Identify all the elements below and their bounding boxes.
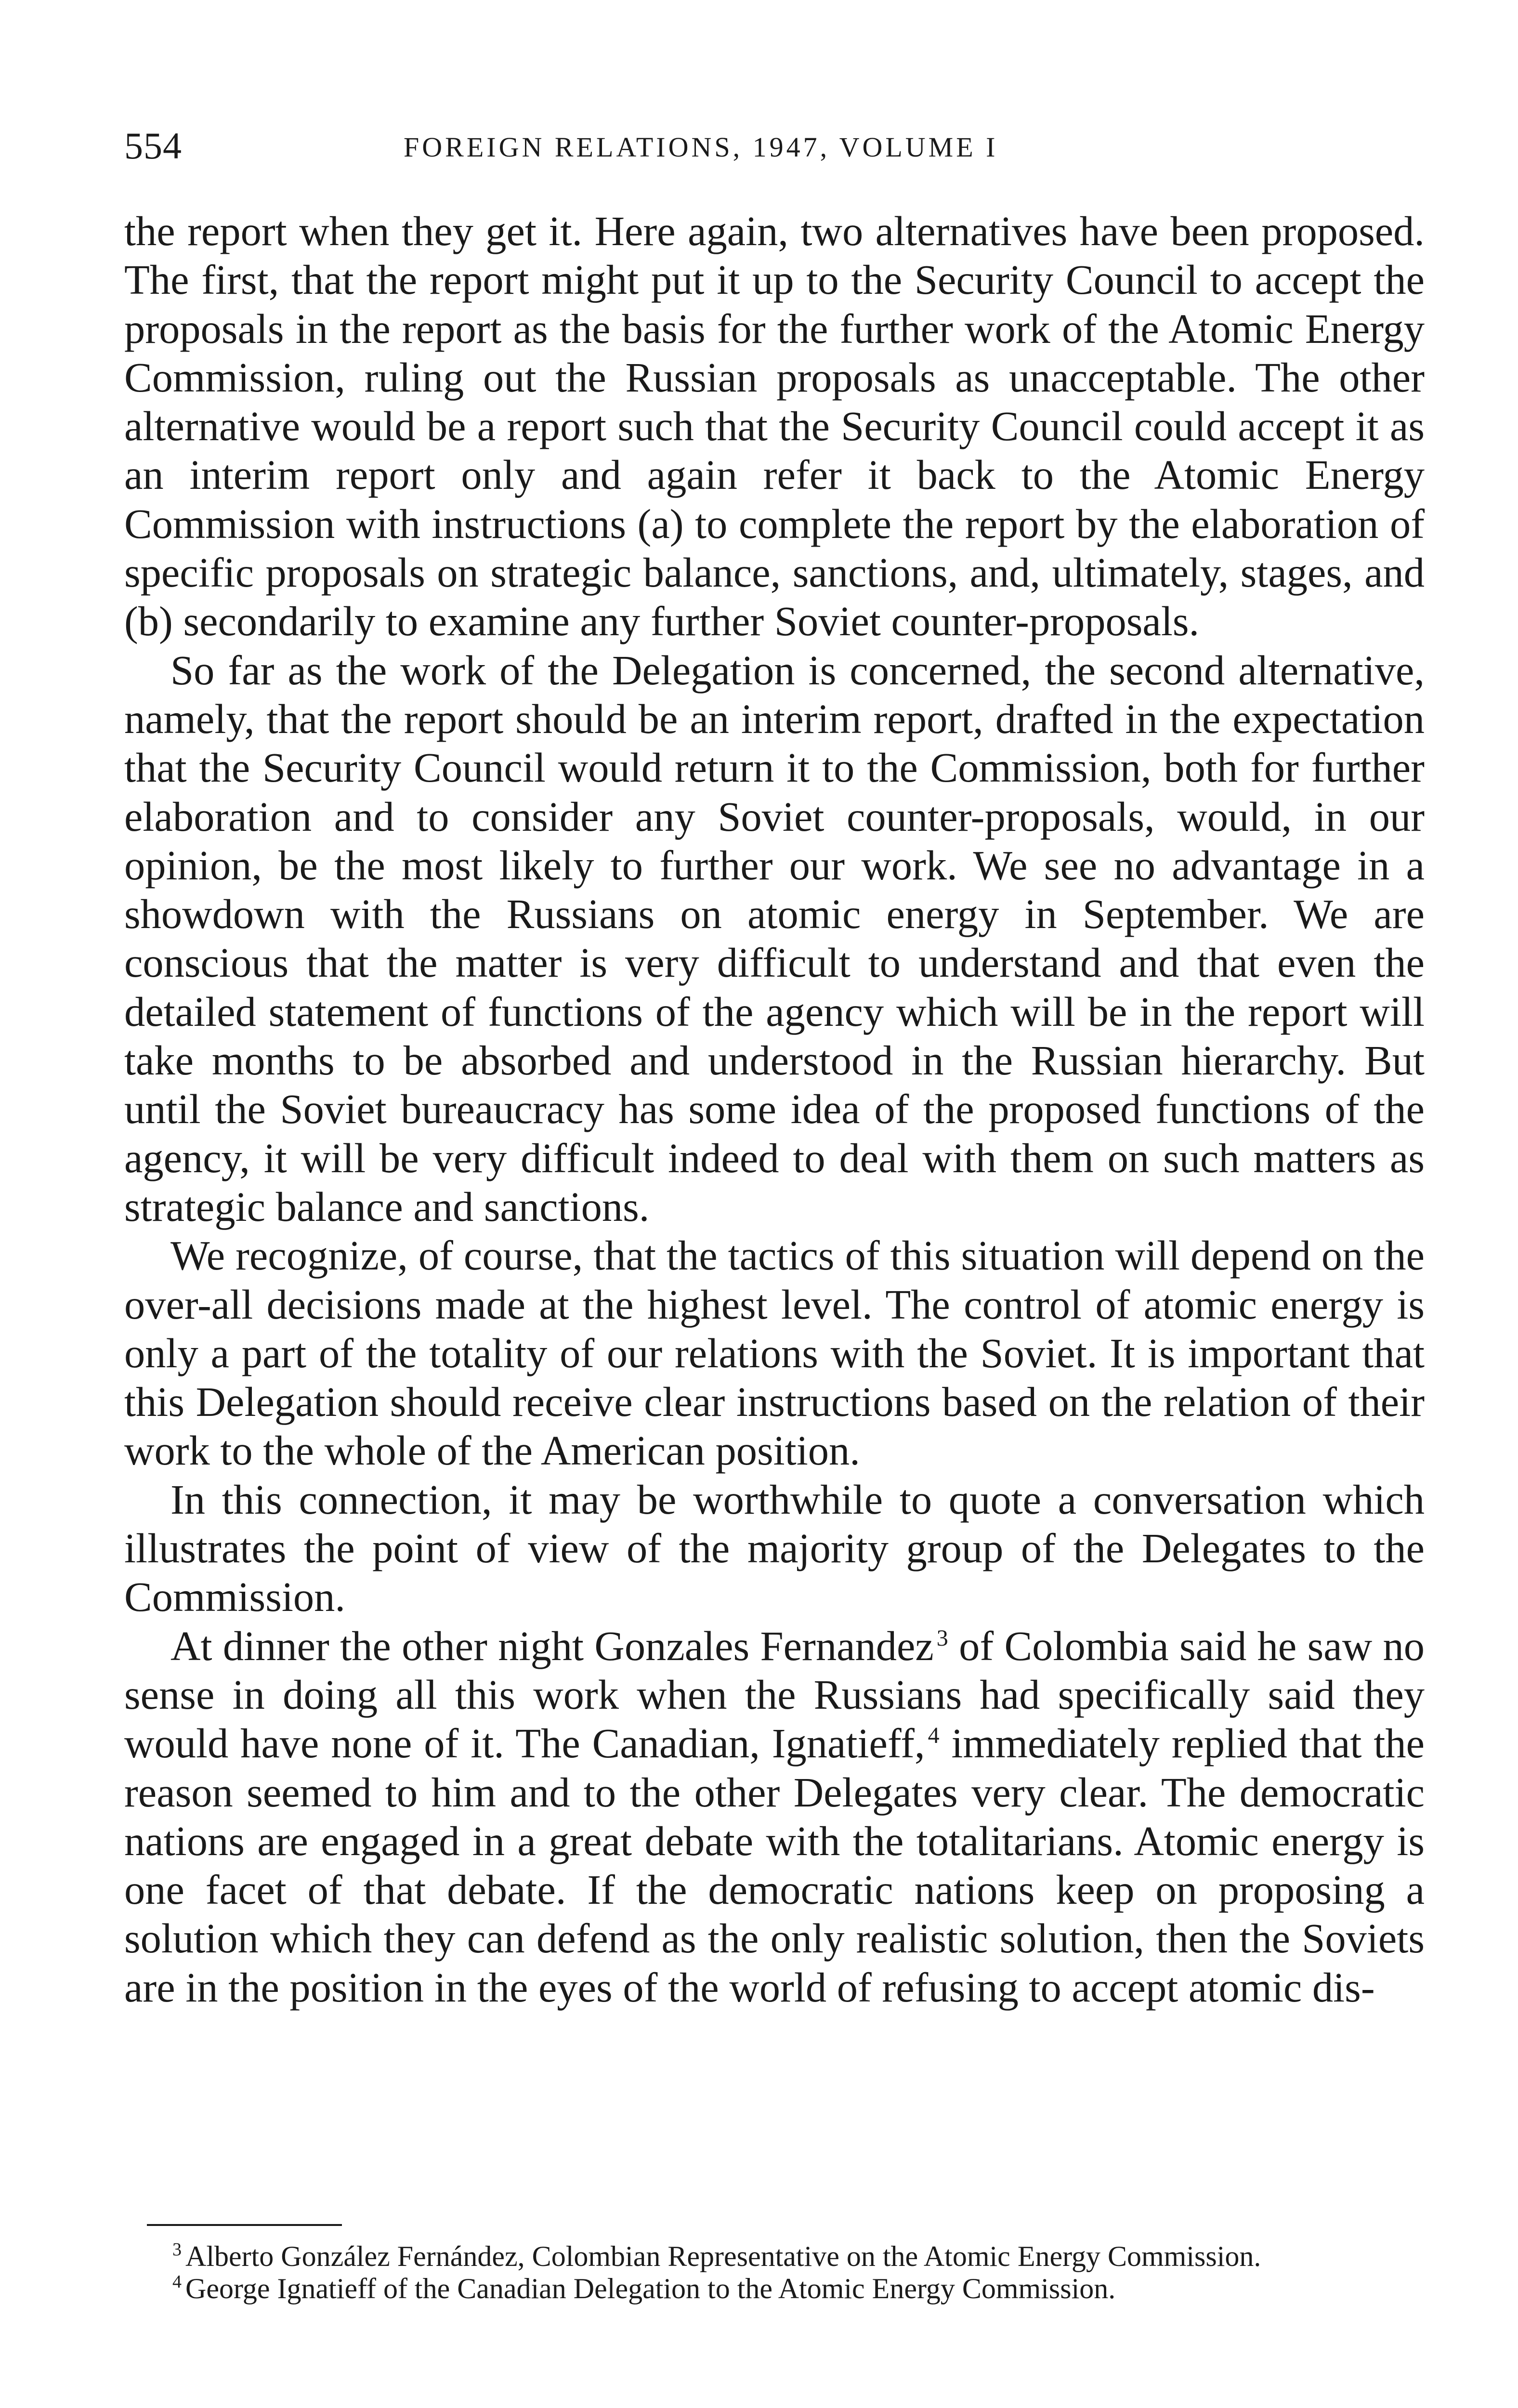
body-text bbox=[124, 207, 1425, 2012]
footnotes bbox=[144, 2240, 1416, 2305]
footnote-marker: 3 bbox=[172, 2239, 182, 2260]
page-number: 554 bbox=[124, 125, 182, 167]
paragraph-1: the report when they get it. Here again, two alternatives have been proposed. The first, that the report might put it up to the Security Council to accept the proposals in the report as the basis for the further work of the Atomic Energy Commission, ruling out the Russian proposals as unacceptable. The other alternative would be a report such that the Security Council could accept it as an interim report only and again refer it back to the Atomic Energy Commission with instructions (a) to complete the report by the elaboration of specific proposals on strategic balance, sanctions, and, ultimately, stages, and (b) secondarily to examine any further Soviet counter-proposals. bbox=[124, 208, 1425, 645]
paragraph-5-part-b: of Colombia said he saw no sense in doing all this work when the Russians had specifically said they would have none of it. The Canadian, Ignatieff, bbox=[124, 1623, 1425, 1767]
paragraph-3: We recognize, of course, that the tactics of this situation will depend on the over-all decisions made at the highest level. The control of atomic energy is only a part of the totality of our relations with the Soviet. It is important that this Delegation should receive clear instructions based on the relation of their work to the whole of the American position. bbox=[124, 1232, 1425, 1474]
paragraph-5-part-c: immediately replied that the reason seemed to him and to the other Delegates very clear. The democratic nations are engaged in a great debate with the totalitarians. Atomic energy is one facet of that debate. If the democratic nations keep on proposing a solution which they can defend as the only realistic solution, then the Soviets are in the position in the eyes of the world of refusing to accept atomic dis- bbox=[124, 1720, 1425, 2011]
running-head: FOREIGN RELATIONS, 1947, VOLUME I bbox=[404, 131, 998, 163]
footnote-divider bbox=[147, 2224, 342, 2226]
footnote-ref-3: 3 bbox=[936, 1625, 948, 1651]
page-header bbox=[124, 124, 1425, 168]
footnote-marker: 4 bbox=[172, 2272, 182, 2292]
footnote-4 bbox=[144, 2273, 1416, 2305]
paragraph-4: In this connection, it may be worthwhile to quote a conversation which illustrates the point of view of the majority group of the Delegates to the Commission. bbox=[124, 1476, 1425, 1621]
footnote-text: George Ignatieff of the Canadian Delegation to the Atomic Energy Commission. bbox=[185, 2273, 1116, 2304]
footnote-ref-4: 4 bbox=[928, 1723, 940, 1749]
footnote-3 bbox=[144, 2240, 1416, 2273]
paragraph-5-part-a: At dinner the other night Gonzales Fernandez bbox=[170, 1623, 934, 1669]
footnote-text: Alberto González Fernández, Colombian Representative on the Atomic Energy Commission. bbox=[185, 2240, 1261, 2272]
paragraph-5 bbox=[124, 1622, 1425, 2012]
paragraph-2: So far as the work of the Delegation is concerned, the second alternative, namely, that the report should be an interim report, drafted in the expectation that the Security Council would return it to the Commission, both for further elaboration and to consider any Soviet counter-proposals, would, in our opinion, be the most likely to further our work. We see no advantage in a showdown with the Russians on atomic energy in September. We are conscious that the matter is very difficult to understand and that even the detailed statement of functions of the agency which will be in the report will take months to be absorbed and understood in the Russian hierarchy. But until the Soviet bureaucracy has some idea of the proposed functions of the agency, it will be very difficult indeed to deal with them on such matters as strategic balance and sanctions. bbox=[124, 647, 1425, 1230]
